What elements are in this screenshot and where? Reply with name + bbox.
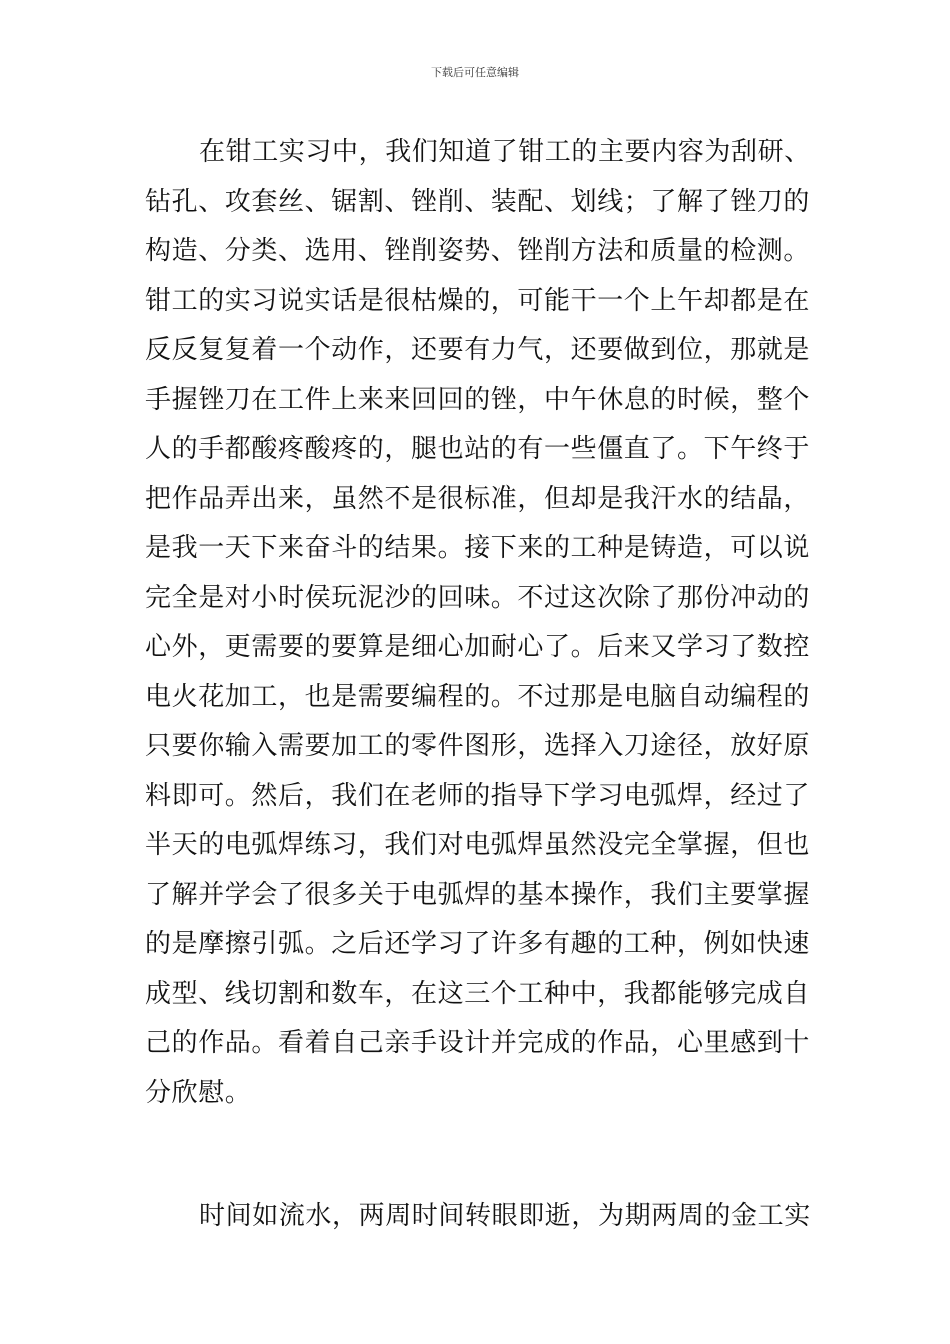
paragraph-line: 心外，更需要的要算是细心加耐心了。后来又学习了数控 bbox=[145, 632, 811, 662]
paragraph-line: 电火花加工，也是需要编程的。不过那是电脑自动编程的 bbox=[145, 681, 811, 712]
paragraph-line: 的是摩擦引弧。之后还学习了许多有趣的工种，例如快速 bbox=[145, 929, 811, 959]
paragraph-line: 了解并学会了很多关于电弧焊的基本操作，我们主要掌握 bbox=[145, 879, 811, 910]
paragraph-line: 把作品弄出来，虽然不是很标准，但却是我汗水的结晶， bbox=[145, 483, 811, 514]
paragraph-line: 只要你输入需要加工的零件图形，选择入刀途径，放好原 bbox=[145, 731, 811, 761]
paragraph-line: 分欣慰。 bbox=[145, 1077, 252, 1108]
document-body bbox=[145, 128, 810, 1242]
paragraph-line: 半天的电弧焊练习，我们对电弧焊虽然没完全掌握，但也 bbox=[145, 830, 811, 860]
paragraph-line: 完全是对小时侯玩泥沙的回味。不过这次除了那份冲动的 bbox=[145, 582, 811, 613]
paragraph-line: 人的手都酸疼酸疼的，腿也站的有一些僵直了。下午终于 bbox=[145, 434, 811, 464]
paragraph-line: 在钳工实习中，我们知道了钳工的主要内容为刮研、 bbox=[199, 137, 811, 167]
paragraph-line: 反反复复着一个动作，还要有力气，还要做到位，那就是 bbox=[145, 335, 811, 365]
paragraph-line: 手握锉刀在工件上来来回回的锉，中午休息的时候，整个 bbox=[145, 384, 811, 415]
paragraph-line: 时间如流水，两周时间转眼即逝，为期两周的金工实 bbox=[199, 1201, 811, 1231]
paragraph-spacer bbox=[145, 1118, 810, 1192]
paragraph-line: 钻孔、攻套丝、锯割、锉削、装配、划线；了解了锉刀的 bbox=[145, 186, 811, 217]
paragraph-line: 己的作品。看着自己亲手设计并完成的作品，心里感到十 bbox=[145, 1028, 811, 1058]
paragraph-line: 构造、分类、选用、锉削姿势、锉削方法和质量的检测。 bbox=[145, 236, 811, 266]
page-header: 下载后可任意编辑 bbox=[431, 66, 519, 79]
paragraph-line: 是我一天下来奋斗的结果。接下来的工种是铸造，可以说 bbox=[145, 533, 811, 563]
paragraph-line: 成型、线切割和数车，在这三个工种中，我都能够完成自 bbox=[145, 978, 811, 1009]
paragraph-1 bbox=[145, 128, 810, 1118]
paragraph-line: 料即可。然后，我们在老师的指导下学习电弧焊，经过了 bbox=[145, 780, 811, 811]
paragraph-2 bbox=[145, 1192, 810, 1242]
paragraph-line: 钳工的实习说实话是很枯燥的，可能干一个上午却都是在 bbox=[145, 285, 811, 316]
